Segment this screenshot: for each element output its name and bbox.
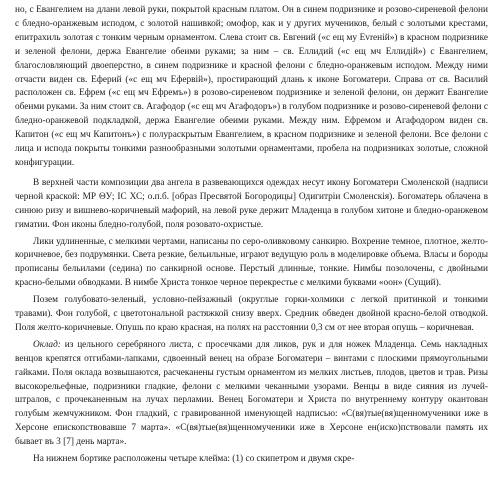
paragraph-4: Позем голубовато-зеленый, условно-пейзажный (округлые горки-холмики с легкой притинкой и тонкими травами). Фон голубой, с цветотональной растяжкой снизу вверх. Средник обведен двойной красно-белой отводкой. Поля желто-коричневые. Опушь по краю красная, на полях на расстоянии 0,3 см от нее вторая опушь – коричневая. [15, 295, 488, 333]
paragraph-5 [15, 339, 488, 450]
paragraph-3: Лики удлиненные, с мелкими чертами, написаны по серо-оливковому санкирю. Вохрение темное, плотное, желто-коричневое, без подрумянки. Света резкие, бельильные, играют ведущую роль в моделировке объема. Власы и бороды прописаны бельилами (седина) по санкирной основе. Перстый длинные, тонкие. Нимбы позолочены, с двойными красно-белыми обводками. В нимбе Христа тонкое черное перекрестье с мелкими буквами «оон» (Сущий). [15, 236, 488, 289]
paragraph-5-body: из цельного серебряного листа, с просечками для ликов, рук и для ножек Младенца. Семь накладных венцов крепятся отгибами-лапками, сдвоенный венец на образе Богоматери – винтами с плоскими прямоугольными гайками. Поля оклада возвышаются, расчеканены густым орнаментом из мелких листьев, плодов, цветов и трав. Ризы высокорельефные, подризники гладкие, фелони с мелкими чеканными узорами. Венцы в виде сияния из лучей-штралов, с прочеканенным на лучах перламии. Венец Богоматери и Христа по внутреннему контуру окантован голубым жемчужником. Фон гладкий, с гравированной именующей надписью: «С(вя)тые(вя)щенномученики иже в Херсоне епископствовавше 7 марта». «С(вя)тые(вя)щенномученики иже в Херсоне ен(иско)пствовали память их бывает въ 3 [7] день марта». [15, 339, 488, 448]
paragraph-2: В верхней части композиции два ангела в развевающихся одеждах несут икону Богоматери Смоленской (надписи черной краской: МР ΘУ; IC ХС; о.п.б. [образ Пресвятой Богородицы] Одигитрiи Смоленскiя). Богоматерь облачена в синюю ризу и вишнево-коричневый мафорий, на левой руке держит Младенца в голубом хитоне и бледно-оранжевом гиматии. Фон иконы бледно-голубой, поля розовато-охристые. [15, 177, 488, 230]
paragraph-5-lead: Оклад: [33, 339, 61, 350]
paragraph-6: На нижнем бортике расположены четыре клейма: (1) со скипетром и двумя скре- [33, 454, 355, 465]
paragraph-1: но, с Евангелием на длани левой руки, покрытой красным платом. Он в синем подризнике и розово-сиреневой фелони с бледно-оранжевым исподом, с золотой нашивкой; омофор, как и у других мучеников, белый с золотыми крестами, епитрахиль золотая с тонким черным орнаментом. Слева стоит св. Евгений («с ещ му Evrенiй») в красном подризнике и зеленой фелони, держа Евангелие обеими руками; за ним – св. Еллидий («с ещ мч Еллидiй») с Евангелием, благословляющий двоеперстно, в синем подризнике и красной фелони с бледно-оранжевым исподом. Между ними отчасти виден св. Еферий («с ещ мч Ефервiй»), простирающий длань к иконе Богоматери. Справа от св. Василий расположен св. Ефрем («с ещ мч Ефремъ») в розово-сиреневом подризнике и зеленой фелони, он держит Евангелие обеими руками. За ним стоит св. Агафодор («с ещ мч Агафодоръ») в голубом подризнике и розово-сиреневой фелони с бледно-оранжевой подкладкой, держа Евангелие обеими руками. Между ним. Ефремом и Агафодором виден св. Капитон («с ещ мч Капитонъ») с полураскрытым Евангелием, в красном подризнике и зеленой фелони. Все фелони с лица и испода покрыты тонкими разнообразными золотыми орнаментами, пробела на подризниках золотые, сложной конфигурации. [15, 5, 488, 168]
